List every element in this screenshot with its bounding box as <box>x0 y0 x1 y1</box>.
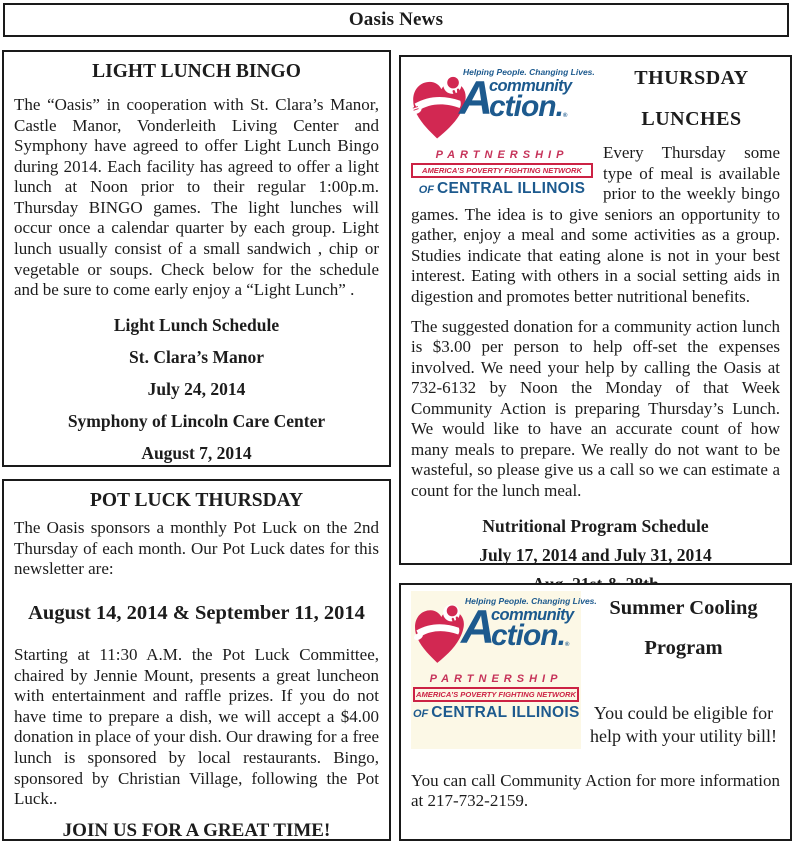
logo-tagline: Helping People. Changing Lives. <box>463 67 595 77</box>
summer-cooling-title-line1: Summer Cooling <box>609 597 758 619</box>
section-summer-cooling <box>399 583 792 841</box>
logo-banner: AMERICA’S POVERTY FIGHTING NETWORK <box>413 687 579 702</box>
section-thursday-lunches <box>399 55 792 565</box>
light-lunch-bingo-body: The “Oasis” in cooperation with St. Clara’s Manor, Castle Manor, Vonderleith Living Center and Symphony have agreed to offer Light Lunch Bingo during 2014. Each facility has agreed to offer a light lunch at Noon prior to their regular 1:00p.m. Thursday BINGO games. The light lunches will occur once a calendar quarter by each group. Light lunch usually consist of a small sandwich , chip or vegetable or soups. Check below for the schedule and be sure to come early enjoy a “Light Lunch” . <box>14 95 379 300</box>
schedule-item: St. Clara’s Manor <box>129 346 264 367</box>
nutritional-schedule-line: July 17, 2014 and July 31, 2014 <box>479 544 712 565</box>
logo-partnership: PARTNERSHIP <box>435 149 569 161</box>
section-pot-luck-thursday <box>2 479 391 841</box>
summer-cooling-eligible-text: You could be eligible for help with your utility bill! <box>590 703 777 747</box>
community-action-logo <box>411 591 597 749</box>
page-title: Oasis News <box>348 9 444 30</box>
newsletter-header <box>3 3 789 37</box>
pot-luck-dates: August 14, 2014 & September 11, 2014 <box>28 602 365 625</box>
thursday-lunches-para1: Every Thursday some type of meal is available prior to the weekly bingo games. The idea is to give seniors an opportunity to gather, enjoy a meal and some activities as a group. Studies indicate that eating alone is not in your best interest. Eating with others in a social setting aids in digestion and promotes better nutritional benefits. <box>411 143 780 306</box>
logo-word-community: community <box>488 77 572 95</box>
pot-luck-intro: The Oasis sponsors a monthly Pot Luck on the 2nd Thursday of each month. Our Pot Luck dates for this newsletter are: <box>14 518 379 579</box>
logo-tagline: Helping People. Changing Lives. <box>465 596 597 606</box>
logo-word-community: community <box>490 606 574 624</box>
pot-luck-title: POT LUCK THURSDAY <box>89 490 304 511</box>
logo-wordmark: A community ction.® <box>459 71 572 124</box>
logo-region: OF CENTRAL ILLINOIS <box>418 180 586 197</box>
section-light-lunch-bingo <box>2 50 391 467</box>
thursday-lunches-title-line2: LUNCHES <box>641 108 742 130</box>
nutritional-schedule-title: Nutritional Program Schedule <box>482 515 709 536</box>
schedule-item: August 7, 2014 <box>141 442 252 463</box>
summer-cooling-body: You can call Community Action for more information at 217-732-2159. <box>411 770 780 811</box>
thursday-lunches-title-line1: THURSDAY <box>634 67 749 89</box>
schedule-item: Symphony of Lincoln Care Center <box>67 410 326 431</box>
pot-luck-footer: JOIN US FOR A GREAT TIME! <box>62 819 331 841</box>
thursday-lunches-para2: The suggested donation for a community action lunch is $3.00 per person to help off-set the expenses involved. We need your help by calling the Oasis at 732-6132 by Noon the Monday of that Week Community Action is preparing Thursday’s Lunch. We would like to have an accurate count of how many meals to prepare. We really do not want to be wasteful, so please give us a call so we can estimate a count for the lunch meal. <box>411 316 780 500</box>
logo-region: OF CENTRAL ILLINOIS <box>413 704 580 721</box>
pot-luck-body: Starting at 11:30 A.M. the Pot Luck Committee, chaired by Jennie Mount, presents a great luncheon with entertainment and raffle prizes. If you do not have time to prepare a dish, we will accept a $4.00 donation in place of your dish. Our drawing for a free lunch is sponsored by local restaurants. Bingo, sponsored by Christian Village, following the Pot Luck.. <box>14 645 379 809</box>
summer-cooling-title-line2: Program <box>644 637 723 659</box>
schedule-item: July 24, 2014 <box>147 378 246 399</box>
logo-banner: AMERICA’S POVERTY FIGHTING NETWORK <box>411 163 593 178</box>
light-lunch-schedule-title: Light Lunch Schedule <box>113 314 280 335</box>
community-action-logo <box>411 65 593 198</box>
light-lunch-bingo-title: LIGHT LUNCH BINGO <box>92 61 301 82</box>
logo-partnership: PARTNERSHIP <box>429 673 563 685</box>
logo-wordmark: A community ction.® <box>461 600 574 653</box>
